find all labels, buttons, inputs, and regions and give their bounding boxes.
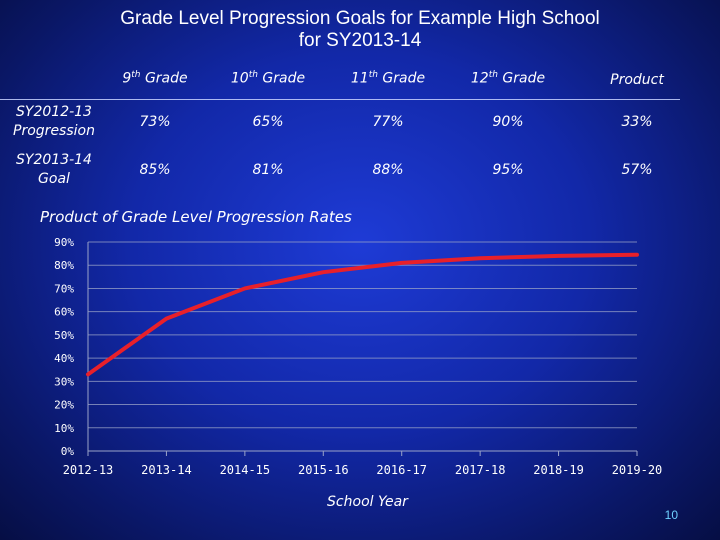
row2-grade-10-value: 81% — [252, 162, 284, 178]
row1-grade-9-value: 73% — [139, 114, 171, 130]
data-point — [87, 373, 90, 376]
y-tick-label: 10% — [54, 421, 74, 435]
x-tick-label: 2019-20 — [611, 463, 663, 477]
row1-product-value: 33% — [621, 114, 653, 130]
row1-grade-11-value: 77% — [372, 114, 404, 130]
row-label-sy2012-13: SY2012-13 Progression — [13, 104, 95, 139]
x-tick-label: 2015-16 — [297, 463, 349, 477]
data-point — [479, 257, 482, 260]
y-tick-label: 60% — [54, 305, 74, 319]
x-tick-label: 2012-13 — [62, 463, 114, 477]
data-point — [322, 271, 325, 274]
x-tick-label: 2018-19 — [533, 463, 584, 477]
y-tick-label: 0% — [60, 445, 74, 458]
header-grade-12: 12th Grade — [470, 70, 546, 87]
data-point — [557, 254, 560, 257]
row2-grade-9-value: 85% — [139, 162, 171, 178]
row-label-sy2013-14: SY2013-14 Goal — [16, 152, 92, 187]
y-tick-label: 50% — [54, 328, 74, 342]
chart-title: Product of Grade Level Progression Rates — [40, 208, 352, 226]
data-point — [636, 253, 639, 256]
row1-grade-12-value: 90% — [492, 114, 524, 130]
row2-grade-11-value: 88% — [372, 162, 404, 178]
x-axis-label: School Year — [327, 494, 408, 510]
y-tick-label: 90% — [54, 236, 74, 249]
row1-grade-10-value: 65% — [252, 114, 284, 130]
progression-line-chart — [0, 225, 720, 525]
data-point — [400, 261, 403, 264]
row2-product-value: 57% — [621, 162, 653, 178]
table-divider — [0, 99, 680, 100]
slide-title-line-2: for SY2013-14 — [298, 30, 422, 51]
x-tick-label: 2014-15 — [219, 463, 271, 477]
y-tick-label: 70% — [54, 282, 74, 296]
y-tick-label: 30% — [54, 375, 74, 389]
data-point — [243, 287, 246, 290]
series-line — [88, 255, 637, 375]
y-tick-label: 20% — [54, 398, 74, 412]
header-grade-9: 9th Grade — [122, 70, 188, 87]
header-grade-11: 11th Grade — [350, 70, 426, 87]
slide-title-line-1: Grade Level Progression Goals for Example High School — [120, 8, 600, 29]
page-number: 10 — [664, 508, 678, 522]
header-product: Product — [610, 72, 664, 88]
y-tick-label: 40% — [54, 352, 74, 366]
header-grade-10: 10th Grade — [230, 70, 306, 87]
row2-grade-12-value: 95% — [492, 162, 524, 178]
data-point — [165, 317, 168, 320]
progression-table — [0, 0, 720, 200]
x-tick-label: 2017-18 — [454, 463, 506, 477]
x-tick-label: 2013-14 — [141, 463, 192, 477]
y-tick-label: 80% — [54, 259, 74, 273]
x-tick-label: 2016-17 — [376, 463, 428, 477]
